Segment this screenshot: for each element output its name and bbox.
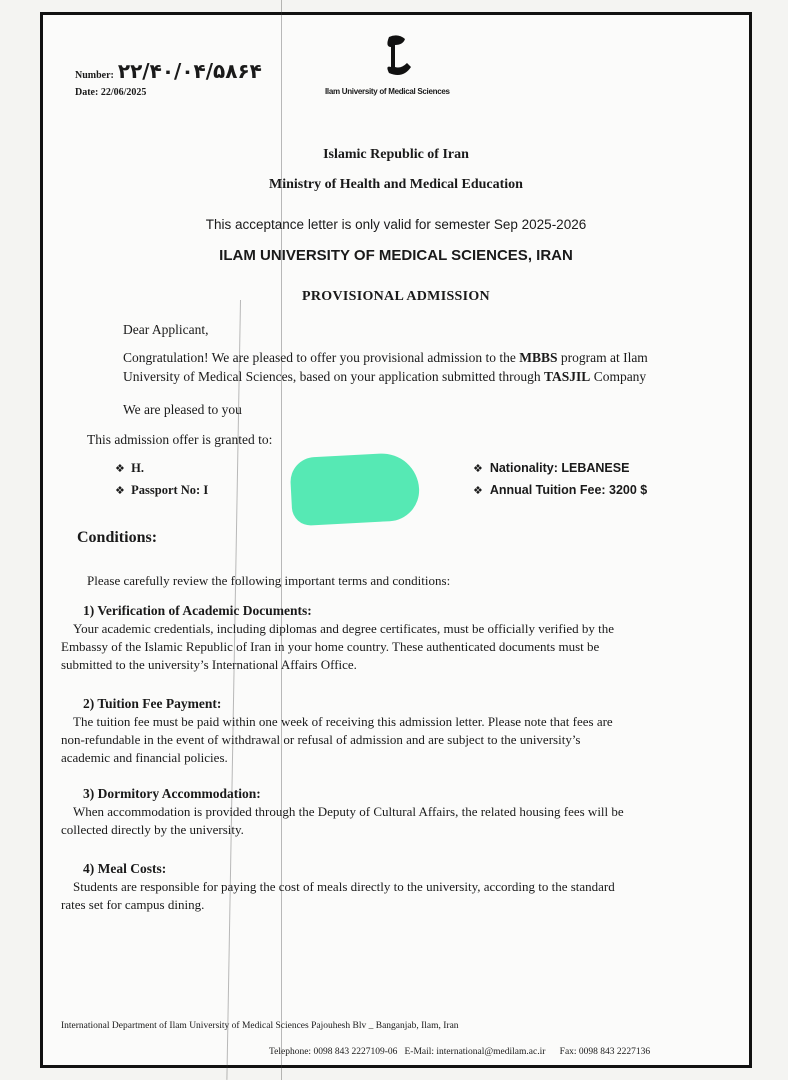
applicant-name: ❖ H. bbox=[115, 461, 144, 475]
bullet-icon: ❖ bbox=[473, 484, 483, 497]
intro-line-2: University of Medical Sciences, based on your application submitted through TASJIL Company bbox=[123, 369, 647, 384]
condition-1-title: 1) Verification of Academic Documents: bbox=[83, 603, 312, 618]
bullet-icon: ❖ bbox=[115, 484, 125, 497]
university-title: ILAM UNIVERSITY OF MEDICAL SCIENCES, IRAN bbox=[219, 247, 573, 264]
logo-text: Ilam University of Medical Sciences bbox=[325, 87, 450, 96]
country-title: Islamic Republic of Iran bbox=[323, 147, 469, 162]
salutation: Dear Applicant, bbox=[123, 322, 209, 337]
condition-3-body: When accommodation is provided through the Deputy of Cultural Affairs, the related housing fees will be collected directly by the university. bbox=[61, 804, 624, 837]
conditions-heading: Conditions: bbox=[77, 529, 158, 546]
condition-1-body: Your academic credentials, including diplomas and degree certificates, must be officially verified by the Embassy of the Islamic Republic of Iran in your home country. These authenticated documents must be submitted to the university’s International Affairs Office. bbox=[61, 621, 615, 672]
letter-page bbox=[40, 12, 752, 1068]
condition-4-body: Students are responsible for paying the cost of meals directly to the university, according to the standard rates set for campus dining. bbox=[61, 879, 615, 912]
intro-line-1: Congratulation! We are pleased to offer you provisional admission to the MBBS program at Ilam bbox=[123, 350, 648, 365]
university-logo-icon bbox=[381, 33, 415, 79]
company-name: TASJIL bbox=[544, 369, 591, 384]
footer-address: International Department of Ilam University of Medical Sciences Pajouhesh Blv _ Banganjab, Ilam, Iran bbox=[61, 1021, 459, 1031]
fold-line bbox=[281, 0, 282, 1080]
passport-number: ❖ Passport No: I bbox=[115, 483, 209, 497]
number-value: ۲۲/۴۰/۰۴/۵۸۶۴ bbox=[117, 59, 262, 83]
pleased-line: We are pleased to you bbox=[123, 402, 242, 417]
footer-contacts bbox=[269, 1047, 650, 1057]
ministry-title: Ministry of Health and Medical Education bbox=[269, 177, 523, 192]
bullet-icon: ❖ bbox=[115, 462, 125, 475]
letter-date: Date: 22/06/2025 bbox=[75, 87, 147, 98]
footer-email: E-Mail: international@medilam.ac.ir bbox=[404, 1047, 546, 1057]
condition-2-body: The tuition fee must be paid within one week of receiving this admission letter. Please note that fees are non-refundable in the event of withdrawal or refusal of admission and are subject to the university’s academic and financial policies. bbox=[61, 714, 613, 765]
conditions-intro: Please carefully review the following important terms and conditions: bbox=[87, 573, 451, 588]
condition-3-title: 3) Dormitory Accommodation: bbox=[83, 786, 261, 801]
bullet-icon: ❖ bbox=[473, 462, 483, 475]
annual-tuition: ❖ Annual Tuition Fee: 3200 $ bbox=[473, 483, 648, 497]
document-title: PROVISIONAL ADMISSION bbox=[302, 289, 490, 304]
footer-fax: Fax: 0098 843 2227136 bbox=[559, 1047, 651, 1057]
footer-telephone: Telephone: 0098 843 2227109-06 bbox=[269, 1047, 398, 1057]
condition-2-title: 2) Tuition Fee Payment: bbox=[83, 696, 222, 711]
number-label: Number: bbox=[75, 70, 114, 81]
number-line bbox=[75, 59, 262, 83]
redaction-mark bbox=[289, 452, 420, 527]
nationality: ❖ Nationality: LEBANESE bbox=[473, 461, 630, 475]
validity-note: This acceptance letter is only valid for semester Sep 2025-2026 bbox=[205, 217, 587, 232]
program-name: MBBS bbox=[519, 350, 558, 365]
condition-4-title: 4) Meal Costs: bbox=[83, 861, 167, 876]
granted-line: This admission offer is granted to: bbox=[87, 432, 273, 447]
